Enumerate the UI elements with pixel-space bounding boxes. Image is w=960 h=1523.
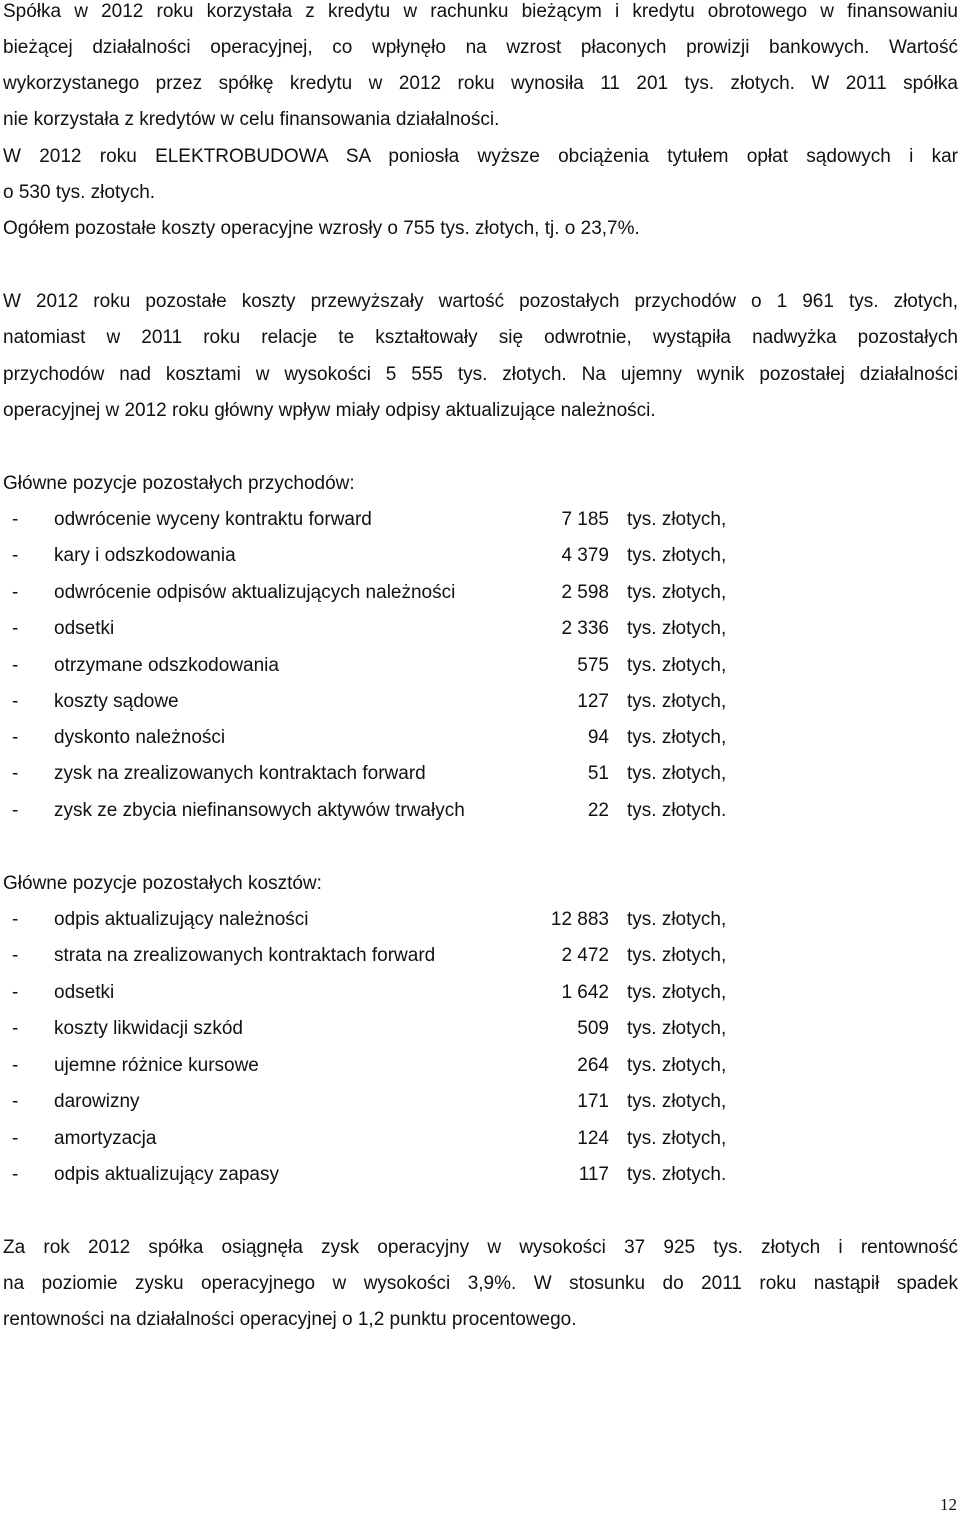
income-item: [3, 581, 763, 605]
item-label: ujemne różnice kursowe: [54, 1055, 259, 1076]
paragraph-line: na poziomie zysku operacyjnego w wysokości 3,9%. W stosunku do 2011 roku nastąpił spadek: [3, 1273, 958, 1294]
paragraph-line: o 530 tys. złotych.: [3, 182, 156, 203]
item-amount: 117: [578, 1164, 609, 1185]
list-dash: -: [12, 582, 19, 603]
item-amount: 7 185: [561, 509, 609, 530]
item-unit: tys. złotych,: [627, 1128, 727, 1149]
cost-item: [3, 1163, 763, 1187]
item-amount: 264: [577, 1055, 609, 1076]
item-amount: 94: [587, 727, 609, 748]
paragraph-line: W 2012 roku pozostałe koszty przewyższały wartość pozostałych przychodów o 1 961 tys. złotych,: [3, 291, 958, 312]
list-dash: -: [12, 691, 19, 712]
paragraph-line: natomiast w 2011 roku relacje te kształtowały się odwrotnie, wystąpiła nadwyżka pozostałych: [3, 327, 958, 348]
item-amount: 124: [577, 1128, 609, 1149]
paragraph-line: W 2012 roku ELEKTROBUDOWA SA poniosła wyższe obciążenia tytułem opłat sądowych i kar: [3, 146, 958, 167]
item-label: darowizny: [54, 1091, 140, 1112]
item-label: odsetki: [54, 982, 115, 1003]
income-item: [3, 654, 763, 678]
paragraph-line: nie korzystała z kredytów w celu finansowania działalności.: [3, 109, 500, 130]
list-dash: -: [12, 655, 19, 676]
income-item: [3, 508, 763, 532]
income-item: [3, 726, 763, 750]
income-item: [3, 799, 763, 823]
item-unit: tys. złotych,: [627, 763, 727, 784]
item-label: dyskonto należności: [54, 727, 226, 748]
item-amount: 2 472: [561, 945, 609, 966]
list-dash: -: [12, 763, 19, 784]
item-amount: 4 379: [561, 545, 609, 566]
item-unit: tys. złotych,: [627, 655, 727, 676]
item-label: odwrócenie odpisów aktualizujących należności: [54, 582, 456, 603]
item-amount: 12 883: [550, 909, 609, 930]
item-amount: 171: [577, 1091, 609, 1112]
page-number: 12: [940, 1495, 957, 1514]
item-unit: tys. złotych,: [627, 945, 727, 966]
list-dash: -: [12, 800, 19, 821]
paragraph-line: Spółka w 2012 roku korzystała z kredytu w rachunku bieżącym i kredytu obrotowego w finansowaniu: [3, 1, 958, 22]
list-dash: -: [12, 1091, 19, 1112]
item-label: strata na zrealizowanych kontraktach forward: [54, 945, 436, 966]
paragraph-line: rentowności na działalności operacyjnej o 1,2 punktu procentowego.: [3, 1309, 577, 1330]
item-label: odwrócenie wyceny kontraktu forward: [54, 509, 372, 530]
income-item: [3, 544, 763, 568]
list-dash: -: [12, 945, 19, 966]
paragraph-line: przychodów nad kosztami w wysokości 5 555 tys. złotych. Na ujemny wynik pozostałej działalności: [3, 364, 958, 385]
income-item: [3, 690, 763, 714]
cost-item: [3, 1054, 763, 1078]
item-label: amortyzacja: [54, 1128, 157, 1149]
item-amount: 22: [587, 800, 609, 821]
item-unit: tys. złotych,: [627, 909, 727, 930]
cost-item: [3, 1127, 763, 1151]
item-unit: tys. złotych.: [627, 1164, 727, 1185]
list-dash: -: [12, 982, 19, 1003]
cost-item: [3, 981, 763, 1005]
item-label: otrzymane odszkodowania: [54, 655, 279, 676]
item-label: zysk ze zbycia niefinansowych aktywów trwałych: [54, 800, 465, 821]
costs-heading: Główne pozycje pozostałych kosztów:: [3, 873, 322, 894]
paragraph-line: operacyjnej w 2012 roku główny wpływ miały odpisy aktualizujące należności.: [3, 400, 656, 421]
list-dash: -: [12, 1055, 19, 1076]
item-amount: 2 336: [561, 618, 609, 639]
item-label: zysk na zrealizowanych kontraktach forward: [54, 763, 426, 784]
item-amount: 509: [577, 1018, 609, 1039]
item-unit: tys. złotych,: [627, 1091, 727, 1112]
item-amount: 127: [577, 691, 609, 712]
cost-item: [3, 1017, 763, 1041]
income-item: [3, 762, 763, 786]
item-amount: 1 642: [561, 982, 609, 1003]
item-unit: tys. złotych,: [627, 691, 727, 712]
list-dash: -: [12, 545, 19, 566]
item-unit: tys. złotych.: [627, 800, 727, 821]
list-dash: -: [12, 1018, 19, 1039]
item-unit: tys. złotych,: [627, 618, 727, 639]
item-label: odpis aktualizujący należności: [54, 909, 309, 930]
item-amount: 575: [577, 655, 609, 676]
item-label: odsetki: [54, 618, 115, 639]
paragraph-line: bieżącej działalności operacyjnej, co wpłynęło na wzrost płaconych prowizji bankowych. Wartość: [3, 37, 958, 58]
item-unit: tys. złotych,: [627, 509, 727, 530]
item-amount: 2 598: [561, 582, 609, 603]
income-item: [3, 617, 763, 641]
list-dash: -: [12, 1128, 19, 1149]
cost-item: [3, 908, 763, 932]
list-dash: -: [12, 618, 19, 639]
paragraph-line: wykorzystanego przez spółkę kredytu w 2012 roku wynosiła 11 201 tys. złotych. W 2011 spółka: [3, 73, 958, 94]
item-label: odpis aktualizujący zapasy: [54, 1164, 279, 1185]
item-unit: tys. złotych,: [627, 545, 727, 566]
cost-item: [3, 944, 763, 968]
item-unit: tys. złotych,: [627, 727, 727, 748]
list-dash: -: [12, 509, 19, 530]
item-unit: tys. złotych,: [627, 1018, 727, 1039]
item-label: kary i odszkodowania: [54, 545, 236, 566]
paragraph-line: Za rok 2012 spółka osiągnęła zysk operacyjny w wysokości 37 925 tys. złotych i rentowność: [3, 1237, 958, 1258]
item-unit: tys. złotych,: [627, 582, 727, 603]
item-unit: tys. złotych,: [627, 982, 727, 1003]
list-dash: -: [12, 909, 19, 930]
income-heading: Główne pozycje pozostałych przychodów:: [3, 473, 355, 494]
list-dash: -: [12, 1164, 19, 1185]
list-dash: -: [12, 727, 19, 748]
cost-item: [3, 1090, 763, 1114]
paragraph-line: Ogółem pozostałe koszty operacyjne wzrosły o 755 tys. złotych, tj. o 23,7%.: [3, 218, 640, 239]
item-amount: 51: [587, 763, 609, 784]
item-label: koszty likwidacji szkód: [54, 1018, 243, 1039]
item-unit: tys. złotych,: [627, 1055, 727, 1076]
item-label: koszty sądowe: [54, 691, 179, 712]
